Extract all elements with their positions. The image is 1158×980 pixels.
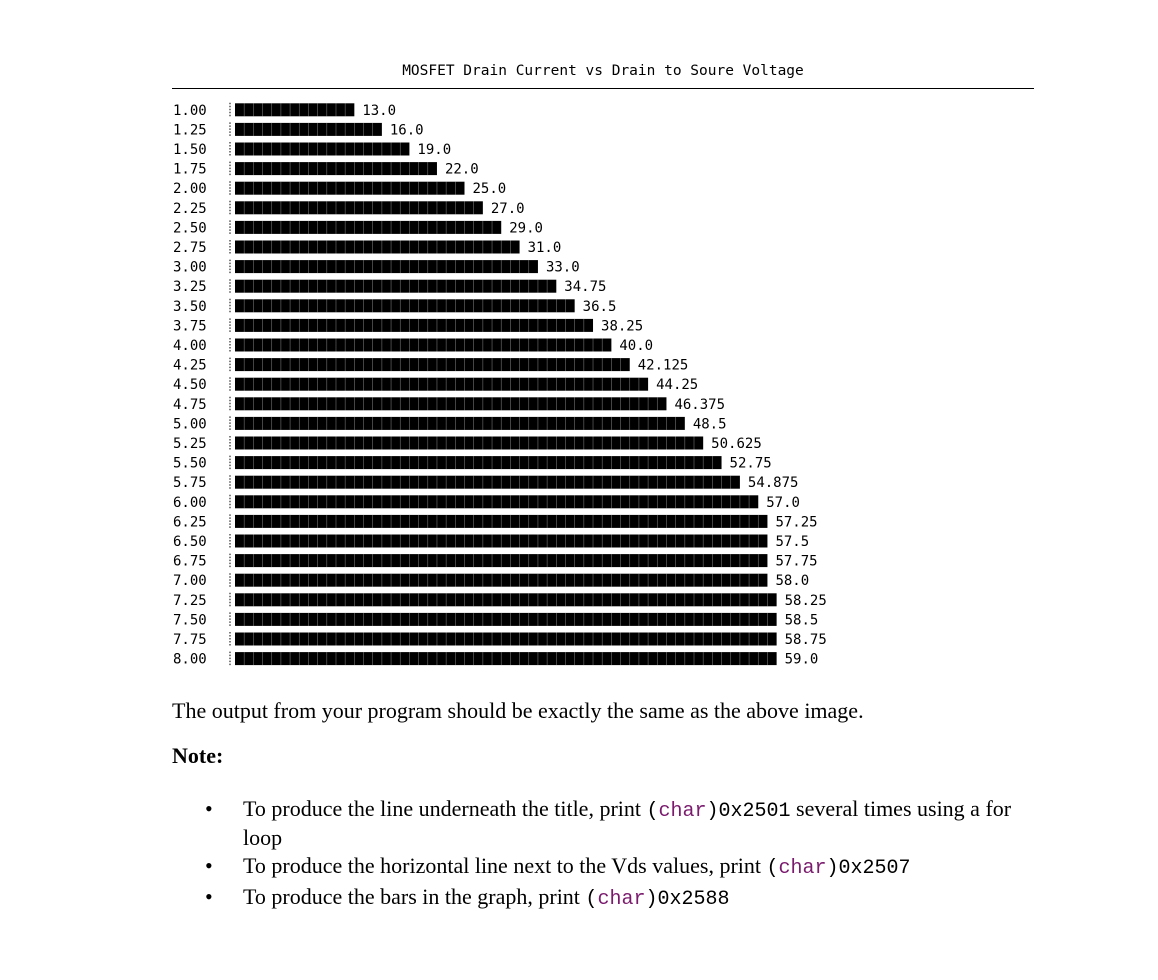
bar-fill bbox=[235, 221, 501, 234]
value-label: 27.0 bbox=[490, 200, 525, 217]
bullet-icon: • bbox=[205, 853, 213, 878]
bar-fill bbox=[235, 241, 520, 254]
value-label: 57.75 bbox=[775, 553, 818, 570]
bullet-icon: • bbox=[205, 796, 213, 821]
bar-fill bbox=[235, 339, 611, 352]
code-paren: ( bbox=[766, 857, 779, 880]
bar-fill bbox=[235, 495, 758, 508]
value-label: 52.75 bbox=[729, 455, 772, 472]
bar bbox=[235, 143, 409, 156]
value-label: 19.0 bbox=[417, 142, 452, 158]
category-label: 6.75 bbox=[173, 553, 207, 570]
category-label: 2.00 bbox=[173, 181, 207, 198]
note-text: To produce the line underneath the title, print bbox=[243, 796, 647, 821]
category-label: 4.75 bbox=[173, 396, 207, 413]
bar bbox=[235, 103, 354, 116]
bar bbox=[235, 633, 777, 646]
bar-fill bbox=[235, 201, 483, 214]
category-label: 3.00 bbox=[173, 259, 207, 276]
bar bbox=[235, 182, 465, 195]
category-label: 3.75 bbox=[173, 318, 207, 335]
value-label: 58.75 bbox=[784, 632, 827, 648]
category-label: 1.50 bbox=[173, 142, 207, 158]
category-label: 7.50 bbox=[173, 612, 207, 629]
category-label: 7.75 bbox=[173, 632, 207, 648]
bar-fill bbox=[235, 319, 593, 332]
value-label: 58.0 bbox=[775, 573, 810, 590]
code-keyword: char bbox=[658, 800, 707, 823]
code-keyword: char bbox=[778, 857, 827, 880]
category-label: 2.25 bbox=[173, 200, 207, 217]
bar-fill bbox=[235, 437, 703, 450]
note-text-after: several times using a for loop bbox=[243, 796, 1012, 850]
code-keyword: char bbox=[597, 888, 646, 911]
value-label: 42.125 bbox=[637, 357, 689, 374]
bar-fill bbox=[235, 613, 777, 626]
bar-fill bbox=[235, 280, 556, 293]
bar bbox=[235, 280, 556, 293]
value-label: 50.625 bbox=[711, 436, 762, 452]
category-label: 5.00 bbox=[173, 416, 207, 433]
category-label: 5.50 bbox=[173, 455, 207, 472]
bar bbox=[235, 456, 722, 469]
value-label: 46.375 bbox=[674, 396, 726, 413]
category-label: 7.25 bbox=[173, 592, 207, 609]
code-snippet bbox=[585, 888, 729, 911]
bar bbox=[235, 339, 611, 352]
category-label: 2.75 bbox=[173, 240, 207, 256]
note-text: To produce the horizontal line next to the Vds values, print bbox=[243, 853, 767, 878]
bar bbox=[235, 201, 483, 214]
code-snippet bbox=[767, 857, 911, 880]
note-item-title-line bbox=[172, 796, 1052, 851]
code-value: )0x2501 bbox=[706, 800, 791, 823]
bar bbox=[235, 123, 382, 136]
value-label: 36.5 bbox=[582, 298, 617, 315]
code-value: )0x2588 bbox=[645, 888, 730, 911]
bar bbox=[235, 495, 758, 508]
instructions bbox=[172, 698, 1052, 915]
bar-fill bbox=[235, 358, 630, 371]
value-label: 29.0 bbox=[509, 220, 543, 237]
bar bbox=[235, 554, 767, 567]
chart-title: MOSFET Drain Current vs Drain to Soure Voltage bbox=[402, 63, 804, 79]
bar-fill bbox=[235, 299, 575, 312]
bar bbox=[235, 397, 666, 410]
value-label: 57.5 bbox=[775, 534, 810, 550]
bar bbox=[235, 260, 538, 273]
value-label: 34.75 bbox=[564, 279, 607, 296]
code-value: )0x2507 bbox=[826, 857, 911, 880]
bar bbox=[235, 358, 630, 371]
bar-fill bbox=[235, 593, 777, 606]
intro-text: The output from your program should be exactly the same as the above image. bbox=[172, 698, 864, 723]
value-label: 44.25 bbox=[656, 377, 699, 394]
bar-fill bbox=[235, 633, 777, 646]
value-label: 25.0 bbox=[472, 181, 507, 198]
bar bbox=[235, 417, 685, 430]
value-label: 22.0 bbox=[444, 161, 479, 178]
value-label: 57.25 bbox=[775, 514, 818, 531]
bar-fill bbox=[235, 260, 538, 273]
category-label: 4.50 bbox=[173, 377, 207, 394]
bar-fill bbox=[235, 476, 740, 489]
code-paren: ( bbox=[646, 800, 659, 823]
bar-fill bbox=[235, 397, 666, 410]
bar bbox=[235, 221, 501, 234]
bar bbox=[235, 574, 767, 587]
value-label: 58.5 bbox=[784, 612, 819, 629]
code-paren: ( bbox=[585, 888, 598, 911]
value-label: 16.0 bbox=[389, 122, 424, 139]
category-label: 1.00 bbox=[173, 102, 207, 119]
bar bbox=[235, 515, 767, 528]
value-label: 33.0 bbox=[545, 259, 580, 276]
bar bbox=[235, 476, 740, 489]
bar bbox=[235, 535, 767, 548]
category-label: 7.00 bbox=[173, 573, 207, 590]
bar bbox=[235, 652, 777, 665]
bar-fill bbox=[235, 378, 648, 391]
category-label: 6.50 bbox=[173, 534, 207, 550]
category-label: 3.25 bbox=[173, 279, 207, 296]
code-snippet bbox=[647, 800, 791, 823]
bar-fill bbox=[235, 456, 722, 469]
category-label: 6.25 bbox=[173, 514, 207, 531]
category-label: 8.00 bbox=[173, 651, 207, 668]
value-label: 38.25 bbox=[601, 318, 644, 335]
bar-fill bbox=[235, 143, 409, 156]
value-label: 54.875 bbox=[747, 475, 799, 492]
value-label: 40.0 bbox=[619, 338, 654, 354]
bar bbox=[235, 162, 437, 175]
bar-fill bbox=[235, 652, 777, 665]
note-item-vds-line bbox=[172, 853, 1052, 882]
bar bbox=[235, 241, 520, 254]
category-label: 1.75 bbox=[173, 161, 207, 178]
category-label: 3.50 bbox=[173, 298, 207, 315]
value-label: 13.0 bbox=[362, 102, 397, 119]
note-item-bars bbox=[172, 884, 1052, 913]
bar bbox=[235, 613, 777, 626]
bar bbox=[235, 378, 648, 391]
note-text: To produce the bars in the graph, print bbox=[243, 884, 586, 909]
bar bbox=[235, 299, 575, 312]
category-label: 5.75 bbox=[173, 475, 207, 492]
category-label: 6.00 bbox=[173, 494, 207, 511]
note-list bbox=[172, 796, 1052, 913]
bar bbox=[235, 593, 777, 606]
bar-fill bbox=[235, 182, 465, 195]
category-label: 4.00 bbox=[173, 338, 207, 354]
value-label: 58.25 bbox=[784, 592, 827, 609]
category-label: 1.25 bbox=[173, 122, 207, 139]
note-heading: Note: bbox=[172, 743, 224, 768]
bar bbox=[235, 319, 593, 332]
bar-fill bbox=[235, 103, 354, 116]
value-label: 57.0 bbox=[766, 494, 800, 511]
value-label: 31.0 bbox=[527, 240, 562, 256]
category-label: 4.25 bbox=[173, 357, 207, 374]
category-label: 5.25 bbox=[173, 436, 207, 452]
value-label: 59.0 bbox=[784, 651, 819, 668]
category-label: 2.50 bbox=[173, 220, 207, 237]
bullet-icon: • bbox=[205, 884, 213, 909]
bar bbox=[235, 437, 703, 450]
bar-fill bbox=[235, 417, 685, 430]
value-label: 48.5 bbox=[692, 416, 727, 433]
